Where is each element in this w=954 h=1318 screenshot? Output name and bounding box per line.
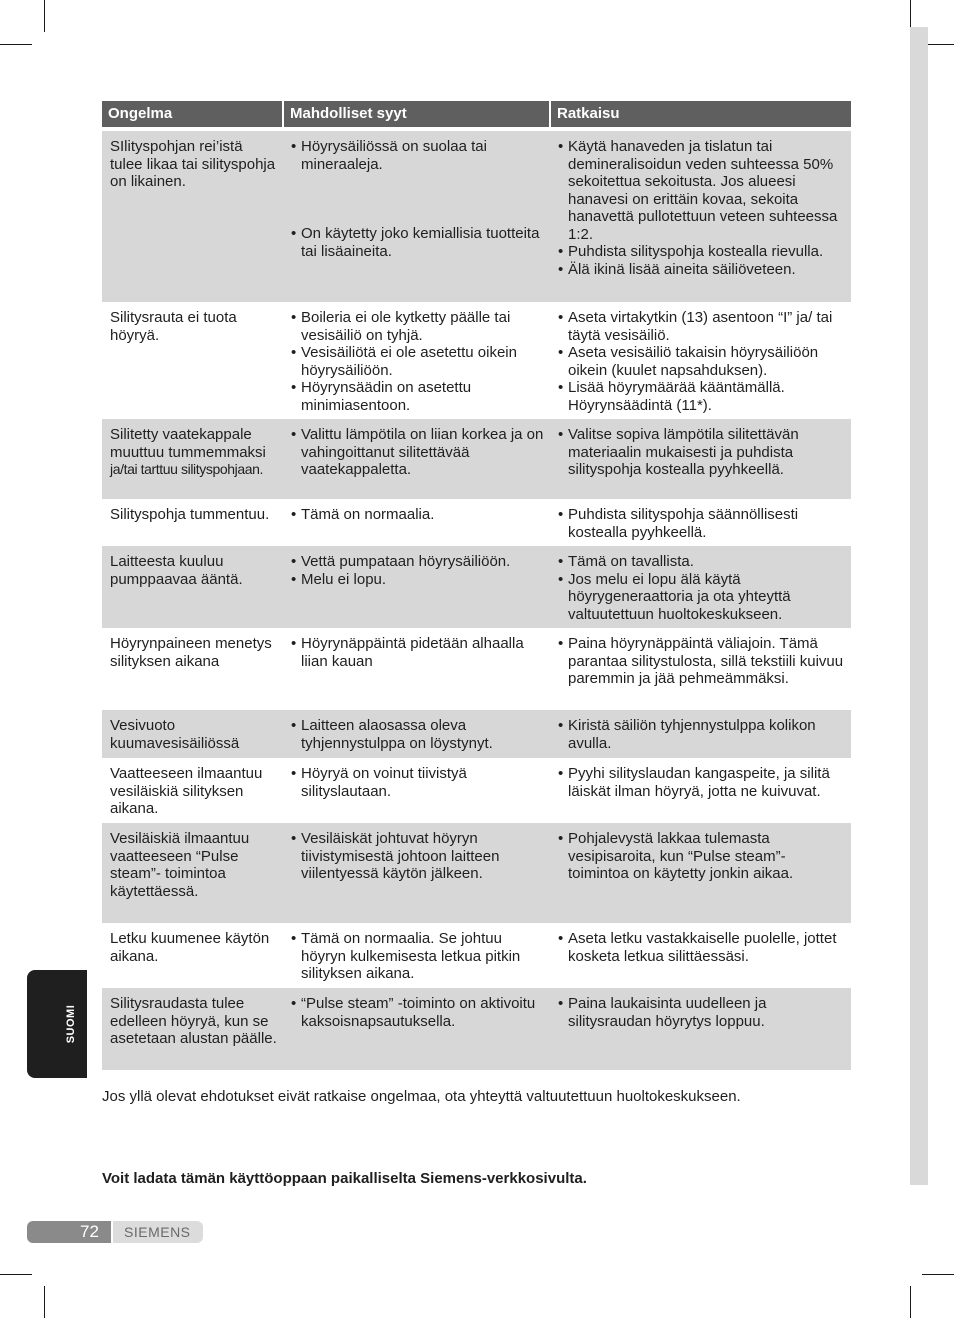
cause-item: • Vesiläiskät johtuvat höyryn tiivistymisestä johtoon laitteen viilentyessä käytön jälkeen. <box>291 830 546 883</box>
cause-item: • Vettä pumpataan höyrysäiliöön. <box>291 553 546 571</box>
solutions-cell <box>550 923 851 988</box>
table-row <box>102 823 851 923</box>
table-row <box>102 499 851 546</box>
cause-item: • Höyryä on voinut tiivistyä silityslautaan. <box>291 765 546 800</box>
solution-item: • Kiristä säiliön tyhjennystulppa kolikon avulla. <box>558 717 847 752</box>
causes-cell <box>283 419 550 499</box>
brand-name: SIEMENS <box>124 1224 191 1240</box>
crop-mark <box>910 1286 911 1318</box>
service-footnote: Jos yllä olevat ehdotukset eivät ratkaise ongelmaa, ota yhteyttä valtuutettuun huoltokeskukseen. <box>102 1088 741 1105</box>
causes-cell <box>283 499 550 546</box>
crop-mark <box>0 1274 32 1275</box>
crop-mark <box>922 1274 954 1275</box>
table-row <box>102 129 851 302</box>
problem-cell: SIlityspohjan rei’istä tulee likaa tai silityspohja on likainen. <box>102 129 283 302</box>
cause-item: • Vesisäiliötä ei ole asetettu oikein höyrysäiliöön. <box>291 344 546 379</box>
cause-item: • On käytetty joko kemiallisia tuotteita tai lisäaineita. <box>291 225 546 260</box>
table-row <box>102 758 851 823</box>
causes-cell <box>283 988 550 1070</box>
causes-cell <box>283 823 550 923</box>
solution-item: • Aseta vesisäiliö takaisin höyrysäiliöön oikein (kuulet napsahduksen). <box>558 344 847 379</box>
table-row <box>102 628 851 710</box>
cause-item: • Tämä on normaalia. Se johtuu höyryn kulkemisesta letkua pitkin silityksen aikana. <box>291 930 546 983</box>
problem-cell <box>102 419 283 499</box>
solution-item: • Pohjalevystä lakkaa tulemasta vesipisaroita, kun “Pulse steam”- toimintoa on käytetty jonkin aikaa. <box>558 830 847 883</box>
table-row <box>102 988 851 1070</box>
troubleshooting-table <box>102 101 851 1070</box>
table-row <box>102 710 851 758</box>
causes-cell <box>283 923 550 988</box>
solutions-cell <box>550 758 851 823</box>
problem-cell: Letku kuumenee käytön aikana. <box>110 930 270 965</box>
header-causes: Mahdolliset syyt <box>283 101 550 129</box>
problem-cell: Silitysraudasta tulee edelleen höyryä, kun se asetetaan alustan päälle. <box>102 988 283 1070</box>
solutions-cell <box>550 823 851 923</box>
cause-item: • Höyrysäiliössä on suolaa tai mineraaleja. <box>291 138 546 173</box>
problem-cell: Höyrynpaineen menetys silityksen aikana <box>110 635 272 670</box>
problem-text-small: ja/tai tarttuu silityspohjaan. <box>110 461 263 477</box>
problem-cell: Vaatteeseen ilmaantuu vesiläiskiä silityksen aikana. <box>110 765 263 817</box>
causes-cell <box>283 628 550 710</box>
causes-cell <box>283 710 550 758</box>
download-note: Voit ladata tämän käyttöoppaan paikalliselta Siemens-verkkosivulta. <box>102 1170 587 1187</box>
solution-item: • Aseta virtakytkin (13) asentoon “I” ja/ tai täytä vesisäiliö. <box>558 309 847 344</box>
table-row <box>102 923 851 988</box>
solution-item: • Paina laukaisinta uudelleen ja silitysraudan höyrytys loppuu. <box>558 995 847 1030</box>
solution-item: • Käytä hanaveden ja tislatun tai demineralisoidun veden suhteessa 50% sekoitettua sekoitusta. Jos alueesi hanavesi on erittäin kovaa, sekoita hanavettä pullotettuun veteen suhteessa 1:2. <box>558 138 847 243</box>
cause-item: • Höyrynäppäintä pidetään alhaalla liian kauan <box>291 635 546 670</box>
solutions-cell <box>550 710 851 758</box>
cause-item: • Valittu lämpötila on liian korkea ja on vahingoittanut silitettävää vaatekappaletta. <box>291 426 546 479</box>
table-row <box>102 302 851 419</box>
solution-item: • Paina höyrynäppäintä väliajoin. Tämä parantaa silitystulosta, sillä tekstiili kuivuu paremmin ja jää pehmeämmäksi. <box>558 635 847 688</box>
solution-item: • Valitse sopiva lämpötila silitettävän materiaalin mukaisesti ja puhdista silityspohja kostealla pyyhkeellä. <box>558 426 847 479</box>
crop-mark <box>0 44 32 45</box>
table-row <box>102 546 851 628</box>
problem-cell: Laitteesta kuuluu pumppaavaa ääntä. <box>102 546 283 628</box>
table-header-row <box>102 101 851 129</box>
solution-item: • Aseta letku vastakkaiselle puolelle, jottet kosketa letkua silittäessäsi. <box>558 930 847 965</box>
problem-text: Silitetty vaatekappale muuttuu tummemmaksi <box>110 426 266 461</box>
cause-item: • Laitteen alaosassa oleva tyhjennystulppa on löystynyt. <box>291 717 546 752</box>
language-tab-label: SUOMI <box>65 1004 77 1044</box>
solutions-cell <box>550 129 851 302</box>
causes-cell <box>283 129 550 302</box>
crop-mark <box>44 0 45 32</box>
cause-item: • Boileria ei ole kytketty päälle tai vesisäiliö on tyhjä. <box>291 309 546 344</box>
problem-cell: Silitysrauta ei tuota höyryä. <box>110 309 237 344</box>
cause-item: • Tämä on normaalia. <box>291 506 546 524</box>
solutions-cell <box>550 988 851 1070</box>
solutions-cell <box>550 302 851 419</box>
causes-cell <box>283 302 550 419</box>
language-tab <box>27 970 87 1078</box>
cause-item: • Höyrynsäädin on asetettu minimiasentoon. <box>291 379 546 414</box>
solutions-cell <box>550 419 851 499</box>
solution-item: • Pyyhi silityslaudan kangaspeite, ja silitä läiskät ilman höyryä, jotta ne kuivuvat. <box>558 765 847 800</box>
problem-cell: Silityspohja tummentuu. <box>110 506 270 523</box>
solution-item: • Puhdista silityspohja säännöllisesti kostealla pyyhkeellä. <box>558 506 847 541</box>
page-number: 72 <box>80 1222 99 1241</box>
solution-item: • Älä ikinä lisää aineita säiliöveteen. <box>558 261 847 279</box>
table-row <box>102 419 851 499</box>
solutions-cell <box>550 546 851 628</box>
solutions-cell <box>550 628 851 710</box>
crop-mark <box>44 1286 45 1318</box>
header-solution: Ratkaisu <box>550 101 851 129</box>
solution-item: • Tämä on tavallista. <box>558 553 847 571</box>
solution-item: • Puhdista silityspohja kostealla rievulla. <box>558 243 847 261</box>
causes-cell <box>283 546 550 628</box>
header-problem: Ongelma <box>102 101 283 129</box>
causes-cell <box>283 758 550 823</box>
problem-cell: Vesivuoto kuumavesisäiliössä <box>102 710 283 758</box>
cause-item: • Melu ei lopu. <box>291 571 546 589</box>
solution-item: • Jos melu ei lopu älä käytä höyrygeneraattoria ja ota yhteyttä valtuutettuun huoltokeskukseen. <box>558 571 847 624</box>
problem-cell: Vesiläiskiä ilmaantuu vaatteeseen “Pulse steam”- toimintoa käytettäessä. <box>102 823 283 923</box>
solution-item: • Lisää höyrymäärää kääntämällä. Höyrynsäädintä (11*). <box>558 379 847 414</box>
page-edge-strip <box>910 27 928 1185</box>
solutions-cell <box>550 499 851 546</box>
cause-item: • “Pulse steam” -toiminto on aktivoitu kaksoisnapsautuksella. <box>291 995 546 1030</box>
